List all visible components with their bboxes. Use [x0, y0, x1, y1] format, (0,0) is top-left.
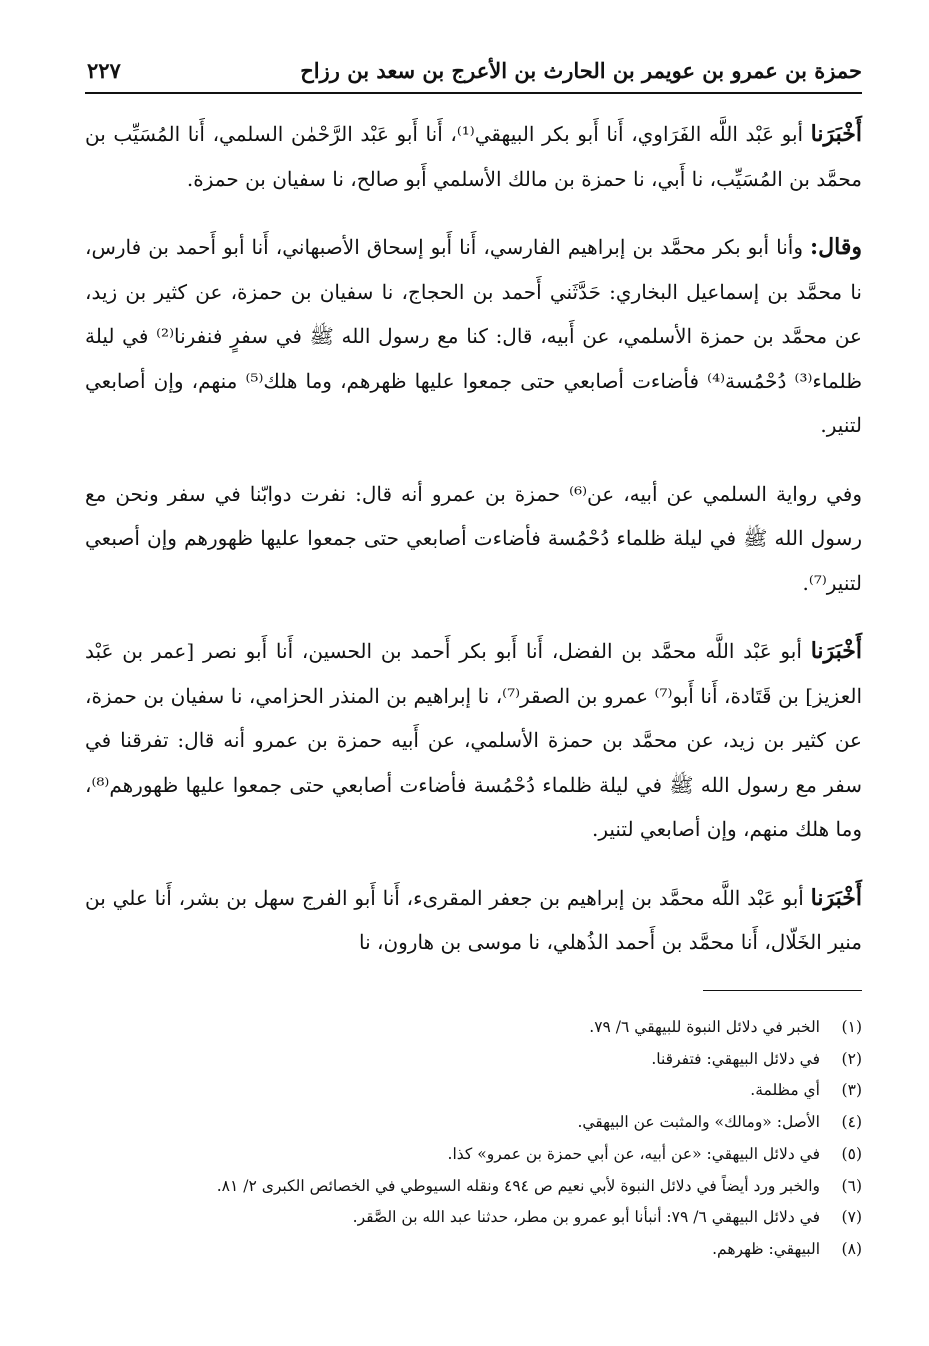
paragraph — [85, 112, 862, 201]
footnote-number: (٨) — [841, 1239, 862, 1258]
paragraph-text: أبو عَبْد اللَّه محمَّد بن إبراهيم بن جعفر المقرىء، أَنا أَبو الفرج سهل بن بشر، أَنا علي بن منير الخَلّال، أَنا محمَّد بن أَحمد الذُهلي، نا موسى بن هارون، نا — [85, 885, 862, 954]
paragraph-lead: أَخْبَرَنا — [810, 638, 863, 664]
footnote-separator — [703, 990, 862, 991]
footnote-text: في دلائل البيهقي: «عن أبيه، عن أبي حمزة بن عمرو» كذا. — [447, 1144, 820, 1163]
paragraph-text: وفي رواية السلمي عن أبيه، عن⁽⁶⁾ حمزة بن عمرو أنه قال: نفرت دوابّنا في سفر ونحن مع رسول الله ﷺ في ليلة ظلماء دُحْمُسة فأضاءت أصابعي حتى جمعوا عليها ظهورهم وإن أصبعي لتنير⁽⁷⁾. — [85, 481, 862, 595]
footnote-text: في دلائل البيهقي: فتفرقنا. — [651, 1049, 820, 1068]
footnote — [85, 1202, 862, 1234]
footnote — [85, 1012, 862, 1044]
footnote-text: الخبر في دلائل النبوة للبيهقي ٦/ ٧٩. — [589, 1018, 820, 1036]
footnote-number: (٣) — [841, 1081, 862, 1100]
footnote-number: (٧) — [841, 1208, 862, 1227]
paragraph-text: وأنا أبو بكر محمَّد بن إبراهيم الفارسي، أَنا أَبو إسحاق الأصبهاني، أَنا أبو أَحمد بن فارس، نا محمَّد بن إسماعيل البخاري: حَدَّثَني أَحمد بن الحجاج، نا سفيان بن حمزة، عن كثير بن زيد، عن محمَّد بن حمزة الأسلمي، عن أَبيه، قال: كنا مع رسول الله ﷺ في سفرٍ فنفرنا⁽²⁾ في ليلة ظلماء⁽³⁾ دُحْمُسة⁽⁴⁾ فأضاءت أصابعي حتى جمعوا عليها ظهرهم، وما هلك⁽⁵⁾ منهم، وإن أصابعي لتنير. — [85, 235, 863, 437]
footnote-number: (٤) — [841, 1113, 862, 1132]
page-header — [85, 54, 862, 94]
footnote-text: أي مظلمة. — [750, 1081, 820, 1100]
paragraph-lead: أَخْبَرَنا — [810, 884, 862, 911]
footnote-number: (٢) — [841, 1049, 862, 1068]
paragraph — [85, 876, 862, 965]
footnote-text: البيهقي: ظهرهم. — [712, 1239, 820, 1258]
footnote — [85, 1171, 862, 1203]
footnote-text: والخبر ورد أيضاً في دلائل النبوة لأبي نعيم ص ٤٩٤ ونقله السيوطي في الخصائص الكبرى ٢/ ٨١. — [216, 1176, 820, 1195]
paragraph-lead: وقال: — [810, 234, 862, 260]
footnotes — [85, 1012, 862, 1266]
main-text — [85, 112, 862, 989]
footnote-text: في دلائل البيهقي ٦/ ٧٩: أنبأنا أبو عمرو بن مطر، حدثنا عبد الله بن الصَّقر. — [352, 1208, 820, 1227]
paragraph-text: أبو عَبْد اللَّه محمَّد بن الفضل، أَنا أَبو بكر أَحمد بن الحسين، أَنا أَبو نصر [عمر بن عَبْد العزيز] بن قَتَادة، أَنا أَبو⁽⁷⁾ عمرو بن الصقر⁽⁷⁾، نا إبراهيم بن المنذر الحزامي، نا سفيان بن حمزة، عن كثير بن زيد، عن محمَّد بن حمزة الأسلمي، عن أَبيه حمزة بن عمرو أنه قال: تفرقنا في سفر مع رسول الله ﷺ في ليلة ظلماء دُحْمُسة فأضاءت أصابعي حتى جمعوا عليها ظهورهم⁽⁸⁾، وما هلك منهم، وإن أصابعي لتنير. — [85, 639, 862, 841]
footnote — [85, 1075, 862, 1107]
footnote — [85, 1044, 862, 1076]
running-title: حمزة بن عمرو بن عويمر بن الحارث بن الأعرج بن سعد بن رزاح — [300, 58, 862, 83]
footnote — [85, 1139, 862, 1171]
page-number: ٢٢٧ — [87, 58, 121, 83]
footnote-number: (٥) — [841, 1144, 862, 1163]
paragraph-lead: أَخْبَرَنا — [810, 121, 862, 147]
footnote — [85, 1107, 862, 1139]
footnote-text: الأصل: «ومالك» والمثبت عن البيهقي. — [577, 1113, 820, 1132]
paragraph — [85, 472, 862, 606]
footnote — [85, 1234, 862, 1266]
paragraph — [85, 629, 862, 852]
footnote-number: (٦) — [841, 1176, 862, 1195]
paragraph-text: أبو عَبْد اللَّه الفَرَاوي، أَنا أَبو بكر البيهقي⁽¹⁾، أَنا أَبو عَبْد الرَّحْمٰن السلمي، أَنا المُسَيِّب بن محمَّد بن المُسَيِّب، نا أَبي، نا حمزة بن مالك الأسلمي أَبو صالح، نا سفيان بن حمزة. — [85, 122, 862, 191]
footnote-number: (١) — [841, 1018, 862, 1036]
paragraph — [85, 225, 862, 448]
